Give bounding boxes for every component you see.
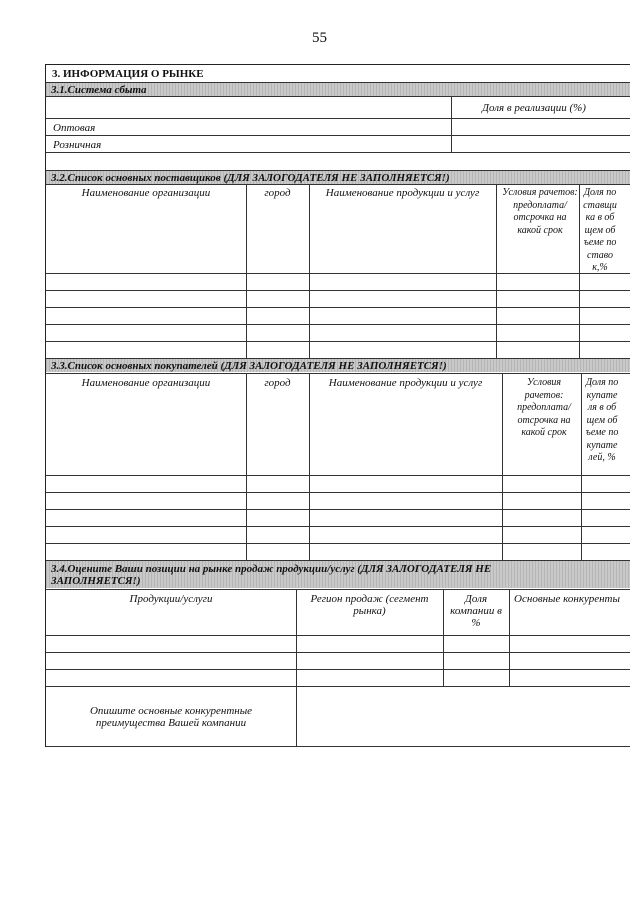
- section-3-3-heading: 3.3.Список основных покупателей (ДЛЯ ЗАЛОГОДАТЕЛЯ НЕ ЗАПОЛНЯЕТСЯ!): [51, 360, 447, 372]
- suppliers-col-share: Доля поставщика в общем объеме поставок,%: [583, 187, 617, 273]
- sales-share-header: Доля в реализации (%): [482, 102, 586, 114]
- suppliers-col-org: Наименование организации: [81, 187, 211, 199]
- suppliers-col-terms: Условия рачетов: предоплата/ отсрочка на какой срок: [502, 187, 578, 236]
- suppliers-col-products: Наименование продукции и услуг: [325, 187, 480, 199]
- position-col-region: Регион продаж (сегмент рынка): [310, 593, 429, 617]
- section-3-1-heading: 3.1.Система сбыта: [51, 84, 147, 96]
- section-title: 3. ИНФОРМАЦИЯ О РЫНКЕ: [52, 68, 204, 80]
- buyers-col-terms: Условия рачетов: предоплата/ отсрочка на какой срок: [517, 377, 571, 438]
- position-col-share: Доля компании в %: [450, 593, 502, 629]
- page-number: 55: [312, 30, 327, 46]
- section-3-2-heading: 3.2.Список основных поставщиков (ДЛЯ ЗАЛОГОДАТЕЛЯ НЕ ЗАПОЛНЯЕТСЯ!): [51, 172, 450, 184]
- buyers-col-share: Доля покупателя в общем объеме покупателей, %: [585, 377, 619, 463]
- market-info-form: [45, 64, 630, 747]
- row-wholesale: Оптовая: [53, 122, 96, 134]
- row-retail: Розничная: [53, 139, 102, 151]
- buyers-col-city: город: [264, 377, 291, 389]
- buyers-col-products: Наименование продукции и услуг: [328, 377, 483, 389]
- position-col-competitors: Основные конкуренты: [514, 593, 620, 605]
- competitive-advantages-label: Опишите основные конкурентные преимущества Вашей компании: [89, 705, 253, 729]
- position-col-products: Продукции/услуги: [129, 593, 213, 605]
- section-3-4-heading: 3.4.Оцените Ваши позиции на рынке продаж продукции/услуг (ДЛЯ ЗАЛОГОДАТЕЛЯ НЕ ЗАПОЛНЯЕТСЯ!): [51, 563, 492, 587]
- buyers-col-org: Наименование организации: [81, 377, 211, 389]
- suppliers-col-city: город: [264, 187, 291, 199]
